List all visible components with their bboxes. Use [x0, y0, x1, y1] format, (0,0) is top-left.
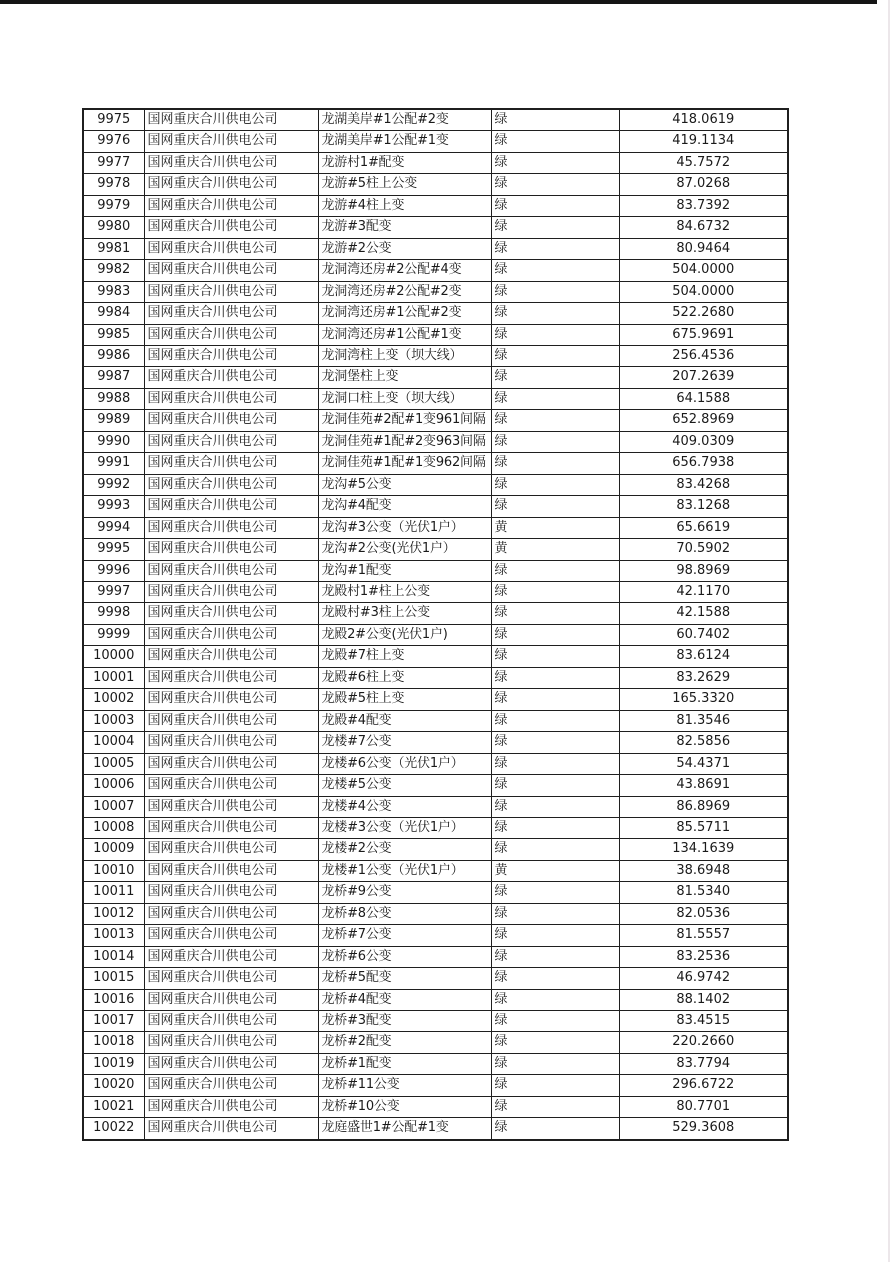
row-id-cell: 9992	[83, 474, 144, 495]
table-row	[83, 775, 788, 796]
station-name-cell: 龙沟#2公变(光伏1户）	[318, 539, 491, 560]
station-name-cell: 龙殿#7柱上变	[318, 646, 491, 667]
station-name-cell: 龙湖美岸#1公配#2变	[318, 109, 491, 131]
company-name-cell: 国网重庆合川供电公司	[144, 109, 318, 131]
company-name-cell: 国网重庆合川供电公司	[144, 388, 318, 409]
company-name-cell: 国网重庆合川供电公司	[144, 1053, 318, 1074]
company-name-cell: 国网重庆合川供电公司	[144, 860, 318, 881]
company-name-cell: 国网重庆合川供电公司	[144, 989, 318, 1010]
company-name-cell: 国网重庆合川供电公司	[144, 925, 318, 946]
status-color-cell: 绿	[491, 281, 619, 302]
power-supply-data-table	[82, 108, 789, 1141]
table-row	[83, 1053, 788, 1074]
capacity-value-cell: 81.5557	[619, 925, 788, 946]
row-id-cell: 9984	[83, 303, 144, 324]
row-id-cell: 10002	[83, 689, 144, 710]
scan-edge-artifact	[888, 0, 890, 1262]
table-row	[83, 260, 788, 281]
capacity-value-cell: 60.7402	[619, 624, 788, 645]
row-id-cell: 9980	[83, 217, 144, 238]
station-name-cell: 龙桥#5配变	[318, 968, 491, 989]
station-name-cell: 龙洞堡柱上变	[318, 367, 491, 388]
status-color-cell: 绿	[491, 345, 619, 366]
status-color-cell: 绿	[491, 474, 619, 495]
station-name-cell: 龙沟#1配变	[318, 560, 491, 581]
company-name-cell: 国网重庆合川供电公司	[144, 324, 318, 345]
table-row	[83, 989, 788, 1010]
table-row	[83, 496, 788, 517]
status-color-cell: 绿	[491, 903, 619, 924]
capacity-value-cell: 522.2680	[619, 303, 788, 324]
capacity-value-cell: 220.2660	[619, 1032, 788, 1053]
row-id-cell: 10015	[83, 968, 144, 989]
capacity-value-cell: 83.7794	[619, 1053, 788, 1074]
table-row	[83, 732, 788, 753]
company-name-cell: 国网重庆合川供电公司	[144, 131, 318, 152]
station-name-cell: 龙殿#5柱上变	[318, 689, 491, 710]
status-color-cell: 绿	[491, 946, 619, 967]
table-row	[83, 860, 788, 881]
row-id-cell: 10001	[83, 667, 144, 688]
row-id-cell: 9987	[83, 367, 144, 388]
status-color-cell: 绿	[491, 1053, 619, 1074]
capacity-value-cell: 504.0000	[619, 260, 788, 281]
row-id-cell: 9991	[83, 453, 144, 474]
table-row	[83, 1075, 788, 1096]
capacity-value-cell: 54.4371	[619, 753, 788, 774]
capacity-value-cell: 296.6722	[619, 1075, 788, 1096]
row-id-cell: 9999	[83, 624, 144, 645]
table-row	[83, 431, 788, 452]
status-color-cell: 绿	[491, 968, 619, 989]
row-id-cell: 9986	[83, 345, 144, 366]
status-color-cell: 绿	[491, 603, 619, 624]
status-color-cell: 绿	[491, 689, 619, 710]
table-row	[83, 646, 788, 667]
capacity-value-cell: 83.7392	[619, 195, 788, 216]
status-color-cell: 绿	[491, 560, 619, 581]
status-color-cell: 绿	[491, 324, 619, 345]
capacity-value-cell: 675.9691	[619, 324, 788, 345]
row-id-cell: 10011	[83, 882, 144, 903]
capacity-value-cell: 42.1170	[619, 581, 788, 602]
capacity-value-cell: 82.0536	[619, 903, 788, 924]
company-name-cell: 国网重庆合川供电公司	[144, 1096, 318, 1117]
station-name-cell: 龙桥#4配变	[318, 989, 491, 1010]
row-id-cell: 10008	[83, 817, 144, 838]
capacity-value-cell: 98.8969	[619, 560, 788, 581]
company-name-cell: 国网重庆合川供电公司	[144, 281, 318, 302]
table-row	[83, 925, 788, 946]
status-color-cell: 绿	[491, 1096, 619, 1117]
station-name-cell: 龙洞湾还房#1公配#1变	[318, 324, 491, 345]
status-color-cell: 绿	[491, 1032, 619, 1053]
status-color-cell: 绿	[491, 732, 619, 753]
company-name-cell: 国网重庆合川供电公司	[144, 303, 318, 324]
station-name-cell: 龙湖美岸#1公配#1变	[318, 131, 491, 152]
station-name-cell: 龙游#2公变	[318, 238, 491, 259]
capacity-value-cell: 64.1588	[619, 388, 788, 409]
table-row	[83, 1032, 788, 1053]
capacity-value-cell: 656.7938	[619, 453, 788, 474]
status-color-cell: 绿	[491, 624, 619, 645]
row-id-cell: 10014	[83, 946, 144, 967]
capacity-value-cell: 83.2536	[619, 946, 788, 967]
capacity-value-cell: 80.7701	[619, 1096, 788, 1117]
status-color-cell: 绿	[491, 367, 619, 388]
capacity-value-cell: 45.7572	[619, 152, 788, 173]
status-color-cell: 绿	[491, 410, 619, 431]
table-row	[83, 109, 788, 131]
station-name-cell: 龙殿#4配变	[318, 710, 491, 731]
company-name-cell: 国网重庆合川供电公司	[144, 174, 318, 195]
row-id-cell: 9990	[83, 431, 144, 452]
company-name-cell: 国网重庆合川供电公司	[144, 796, 318, 817]
capacity-value-cell: 70.5902	[619, 539, 788, 560]
row-id-cell: 9977	[83, 152, 144, 173]
status-color-cell: 绿	[491, 431, 619, 452]
station-name-cell: 龙桥#10公变	[318, 1096, 491, 1117]
capacity-value-cell: 83.1268	[619, 496, 788, 517]
table-row	[83, 1096, 788, 1117]
row-id-cell: 9979	[83, 195, 144, 216]
row-id-cell: 9994	[83, 517, 144, 538]
company-name-cell: 国网重庆合川供电公司	[144, 474, 318, 495]
station-name-cell: 龙沟#3公变（光伏1户）	[318, 517, 491, 538]
capacity-value-cell: 88.1402	[619, 989, 788, 1010]
status-color-cell: 绿	[491, 989, 619, 1010]
row-id-cell: 10020	[83, 1075, 144, 1096]
row-id-cell: 10006	[83, 775, 144, 796]
row-id-cell: 10005	[83, 753, 144, 774]
company-name-cell: 国网重庆合川供电公司	[144, 560, 318, 581]
row-id-cell: 10022	[83, 1118, 144, 1140]
station-name-cell: 龙洞湾柱上变（坝大线）	[318, 345, 491, 366]
station-name-cell: 龙桥#3配变	[318, 1011, 491, 1032]
capacity-value-cell: 652.8969	[619, 410, 788, 431]
row-id-cell: 9975	[83, 109, 144, 131]
row-id-cell: 9995	[83, 539, 144, 560]
row-id-cell: 10021	[83, 1096, 144, 1117]
row-id-cell: 10017	[83, 1011, 144, 1032]
status-color-cell: 绿	[491, 260, 619, 281]
company-name-cell: 国网重庆合川供电公司	[144, 496, 318, 517]
company-name-cell: 国网重庆合川供电公司	[144, 817, 318, 838]
row-id-cell: 9983	[83, 281, 144, 302]
station-name-cell: 龙殿村#3柱上公变	[318, 603, 491, 624]
station-name-cell: 龙洞佳苑#1配#2变963间隔	[318, 431, 491, 452]
row-id-cell: 9993	[83, 496, 144, 517]
row-id-cell: 10003	[83, 710, 144, 731]
company-name-cell: 国网重庆合川供电公司	[144, 1032, 318, 1053]
row-id-cell: 10016	[83, 989, 144, 1010]
station-name-cell: 龙桥#2配变	[318, 1032, 491, 1053]
capacity-value-cell: 83.4515	[619, 1011, 788, 1032]
station-name-cell: 龙楼#2公变	[318, 839, 491, 860]
row-id-cell: 10009	[83, 839, 144, 860]
company-name-cell: 国网重庆合川供电公司	[144, 903, 318, 924]
status-color-cell: 黄	[491, 539, 619, 560]
table-row	[83, 303, 788, 324]
company-name-cell: 国网重庆合川供电公司	[144, 753, 318, 774]
capacity-value-cell: 504.0000	[619, 281, 788, 302]
status-color-cell: 绿	[491, 925, 619, 946]
row-id-cell: 9985	[83, 324, 144, 345]
row-id-cell: 9978	[83, 174, 144, 195]
row-id-cell: 10013	[83, 925, 144, 946]
table-row	[83, 946, 788, 967]
station-name-cell: 龙桥#7公变	[318, 925, 491, 946]
company-name-cell: 国网重庆合川供电公司	[144, 667, 318, 688]
status-color-cell: 绿	[491, 775, 619, 796]
table-row	[83, 689, 788, 710]
table-row	[83, 410, 788, 431]
station-name-cell: 龙游村1#配变	[318, 152, 491, 173]
company-name-cell: 国网重庆合川供电公司	[144, 732, 318, 753]
station-name-cell: 龙洞湾还房#1公配#2变	[318, 303, 491, 324]
station-name-cell: 龙游#3配变	[318, 217, 491, 238]
station-name-cell: 龙楼#3公变（光伏1户）	[318, 817, 491, 838]
company-name-cell: 国网重庆合川供电公司	[144, 217, 318, 238]
company-name-cell: 国网重庆合川供电公司	[144, 453, 318, 474]
table-row	[83, 968, 788, 989]
status-color-cell: 绿	[491, 753, 619, 774]
table-row	[83, 839, 788, 860]
table-row	[83, 367, 788, 388]
table-row	[83, 753, 788, 774]
capacity-value-cell: 165.3320	[619, 689, 788, 710]
company-name-cell: 国网重庆合川供电公司	[144, 646, 318, 667]
station-name-cell: 龙游#4柱上变	[318, 195, 491, 216]
status-color-cell: 绿	[491, 817, 619, 838]
table-row	[83, 1118, 788, 1140]
capacity-value-cell: 83.2629	[619, 667, 788, 688]
table-row	[83, 1011, 788, 1032]
capacity-value-cell: 529.3608	[619, 1118, 788, 1140]
company-name-cell: 国网重庆合川供电公司	[144, 839, 318, 860]
status-color-cell: 绿	[491, 303, 619, 324]
capacity-value-cell: 84.6732	[619, 217, 788, 238]
status-color-cell: 绿	[491, 217, 619, 238]
status-color-cell: 绿	[491, 388, 619, 409]
status-color-cell: 绿	[491, 496, 619, 517]
status-color-cell: 绿	[491, 174, 619, 195]
table-row	[83, 581, 788, 602]
company-name-cell: 国网重庆合川供电公司	[144, 775, 318, 796]
table-row	[83, 560, 788, 581]
company-name-cell: 国网重庆合川供电公司	[144, 238, 318, 259]
table-body	[83, 109, 788, 1140]
status-color-cell: 绿	[491, 453, 619, 474]
table-row	[83, 817, 788, 838]
company-name-cell: 国网重庆合川供电公司	[144, 1118, 318, 1140]
company-name-cell: 国网重庆合川供电公司	[144, 624, 318, 645]
row-id-cell: 9998	[83, 603, 144, 624]
status-color-cell: 绿	[491, 667, 619, 688]
status-color-cell: 黄	[491, 517, 619, 538]
status-color-cell: 绿	[491, 131, 619, 152]
station-name-cell: 龙楼#5公变	[318, 775, 491, 796]
station-name-cell: 龙楼#6公变（光伏1户）	[318, 753, 491, 774]
table-row	[83, 539, 788, 560]
status-color-cell: 绿	[491, 646, 619, 667]
status-color-cell: 绿	[491, 1011, 619, 1032]
row-id-cell: 10018	[83, 1032, 144, 1053]
station-name-cell: 龙桥#6公变	[318, 946, 491, 967]
company-name-cell: 国网重庆合川供电公司	[144, 195, 318, 216]
status-color-cell: 绿	[491, 238, 619, 259]
capacity-value-cell: 81.3546	[619, 710, 788, 731]
table-row	[83, 152, 788, 173]
table-row	[83, 474, 788, 495]
company-name-cell: 国网重庆合川供电公司	[144, 1011, 318, 1032]
company-name-cell: 国网重庆合川供电公司	[144, 539, 318, 560]
row-id-cell: 10010	[83, 860, 144, 881]
status-color-cell: 绿	[491, 710, 619, 731]
company-name-cell: 国网重庆合川供电公司	[144, 410, 318, 431]
row-id-cell: 9996	[83, 560, 144, 581]
capacity-value-cell: 256.4536	[619, 345, 788, 366]
station-name-cell: 龙桥#9公变	[318, 882, 491, 903]
table-row	[83, 667, 788, 688]
station-name-cell: 龙洞湾还房#2公配#4变	[318, 260, 491, 281]
company-name-cell: 国网重庆合川供电公司	[144, 603, 318, 624]
company-name-cell: 国网重庆合川供电公司	[144, 260, 318, 281]
status-color-cell: 绿	[491, 1118, 619, 1140]
status-color-cell: 绿	[491, 882, 619, 903]
company-name-cell: 国网重庆合川供电公司	[144, 968, 318, 989]
company-name-cell: 国网重庆合川供电公司	[144, 581, 318, 602]
capacity-value-cell: 85.5711	[619, 817, 788, 838]
row-id-cell: 10007	[83, 796, 144, 817]
scan-top-bar	[0, 0, 877, 4]
table-row	[83, 710, 788, 731]
company-name-cell: 国网重庆合川供电公司	[144, 152, 318, 173]
row-id-cell: 9997	[83, 581, 144, 602]
capacity-value-cell: 80.9464	[619, 238, 788, 259]
table-row	[83, 388, 788, 409]
capacity-value-cell: 82.5856	[619, 732, 788, 753]
station-name-cell: 龙庭盛世1#公配#1变	[318, 1118, 491, 1140]
station-name-cell: 龙楼#1公变（光伏1户）	[318, 860, 491, 881]
table-row	[83, 131, 788, 152]
company-name-cell: 国网重庆合川供电公司	[144, 431, 318, 452]
row-id-cell: 10019	[83, 1053, 144, 1074]
company-name-cell: 国网重庆合川供电公司	[144, 367, 318, 388]
status-color-cell: 绿	[491, 796, 619, 817]
capacity-value-cell: 38.6948	[619, 860, 788, 881]
capacity-value-cell: 43.8691	[619, 775, 788, 796]
station-name-cell: 龙桥#11公变	[318, 1075, 491, 1096]
station-name-cell: 龙桥#1配变	[318, 1053, 491, 1074]
capacity-value-cell: 207.2639	[619, 367, 788, 388]
station-name-cell: 龙楼#7公变	[318, 732, 491, 753]
status-color-cell: 绿	[491, 109, 619, 131]
station-name-cell: 龙洞湾还房#2公配#2变	[318, 281, 491, 302]
station-name-cell: 龙殿2#公变(光伏1户)	[318, 624, 491, 645]
station-name-cell: 龙洞佳苑#2配#1变961间隔	[318, 410, 491, 431]
station-name-cell: 龙殿#6柱上变	[318, 667, 491, 688]
row-id-cell: 9988	[83, 388, 144, 409]
capacity-value-cell: 65.6619	[619, 517, 788, 538]
table-row	[83, 195, 788, 216]
status-color-cell: 绿	[491, 152, 619, 173]
capacity-value-cell: 42.1588	[619, 603, 788, 624]
capacity-value-cell: 86.8969	[619, 796, 788, 817]
capacity-value-cell: 83.4268	[619, 474, 788, 495]
table-row	[83, 796, 788, 817]
company-name-cell: 国网重庆合川供电公司	[144, 946, 318, 967]
table-row	[83, 903, 788, 924]
station-name-cell: 龙游#5柱上公变	[318, 174, 491, 195]
table-row	[83, 345, 788, 366]
table-row	[83, 882, 788, 903]
table-row	[83, 217, 788, 238]
table-row	[83, 174, 788, 195]
station-name-cell: 龙洞口柱上变（坝大线）	[318, 388, 491, 409]
capacity-value-cell: 419.1134	[619, 131, 788, 152]
company-name-cell: 国网重庆合川供电公司	[144, 1075, 318, 1096]
station-name-cell: 龙洞佳苑#1配#1变962间隔	[318, 453, 491, 474]
capacity-value-cell: 81.5340	[619, 882, 788, 903]
row-id-cell: 9982	[83, 260, 144, 281]
status-color-cell: 绿	[491, 1075, 619, 1096]
company-name-cell: 国网重庆合川供电公司	[144, 882, 318, 903]
table-row	[83, 517, 788, 538]
company-name-cell: 国网重庆合川供电公司	[144, 689, 318, 710]
table-row	[83, 324, 788, 345]
table-row	[83, 453, 788, 474]
capacity-value-cell: 418.0619	[619, 109, 788, 131]
row-id-cell: 9989	[83, 410, 144, 431]
capacity-value-cell: 409.0309	[619, 431, 788, 452]
row-id-cell: 10000	[83, 646, 144, 667]
capacity-value-cell: 83.6124	[619, 646, 788, 667]
company-name-cell: 国网重庆合川供电公司	[144, 517, 318, 538]
row-id-cell: 9976	[83, 131, 144, 152]
station-name-cell: 龙沟#5公变	[318, 474, 491, 495]
status-color-cell: 绿	[491, 581, 619, 602]
company-name-cell: 国网重庆合川供电公司	[144, 345, 318, 366]
table-row	[83, 603, 788, 624]
station-name-cell: 龙沟#4配变	[318, 496, 491, 517]
status-color-cell: 绿	[491, 195, 619, 216]
row-id-cell: 10012	[83, 903, 144, 924]
station-name-cell: 龙楼#4公变	[318, 796, 491, 817]
capacity-value-cell: 134.1639	[619, 839, 788, 860]
status-color-cell: 绿	[491, 839, 619, 860]
station-name-cell: 龙桥#8公变	[318, 903, 491, 924]
station-name-cell: 龙殿村1#柱上公变	[318, 581, 491, 602]
status-color-cell: 黄	[491, 860, 619, 881]
company-name-cell: 国网重庆合川供电公司	[144, 710, 318, 731]
table-row	[83, 238, 788, 259]
table-row	[83, 281, 788, 302]
capacity-value-cell: 46.9742	[619, 968, 788, 989]
row-id-cell: 9981	[83, 238, 144, 259]
row-id-cell: 10004	[83, 732, 144, 753]
capacity-value-cell: 87.0268	[619, 174, 788, 195]
table-row	[83, 624, 788, 645]
